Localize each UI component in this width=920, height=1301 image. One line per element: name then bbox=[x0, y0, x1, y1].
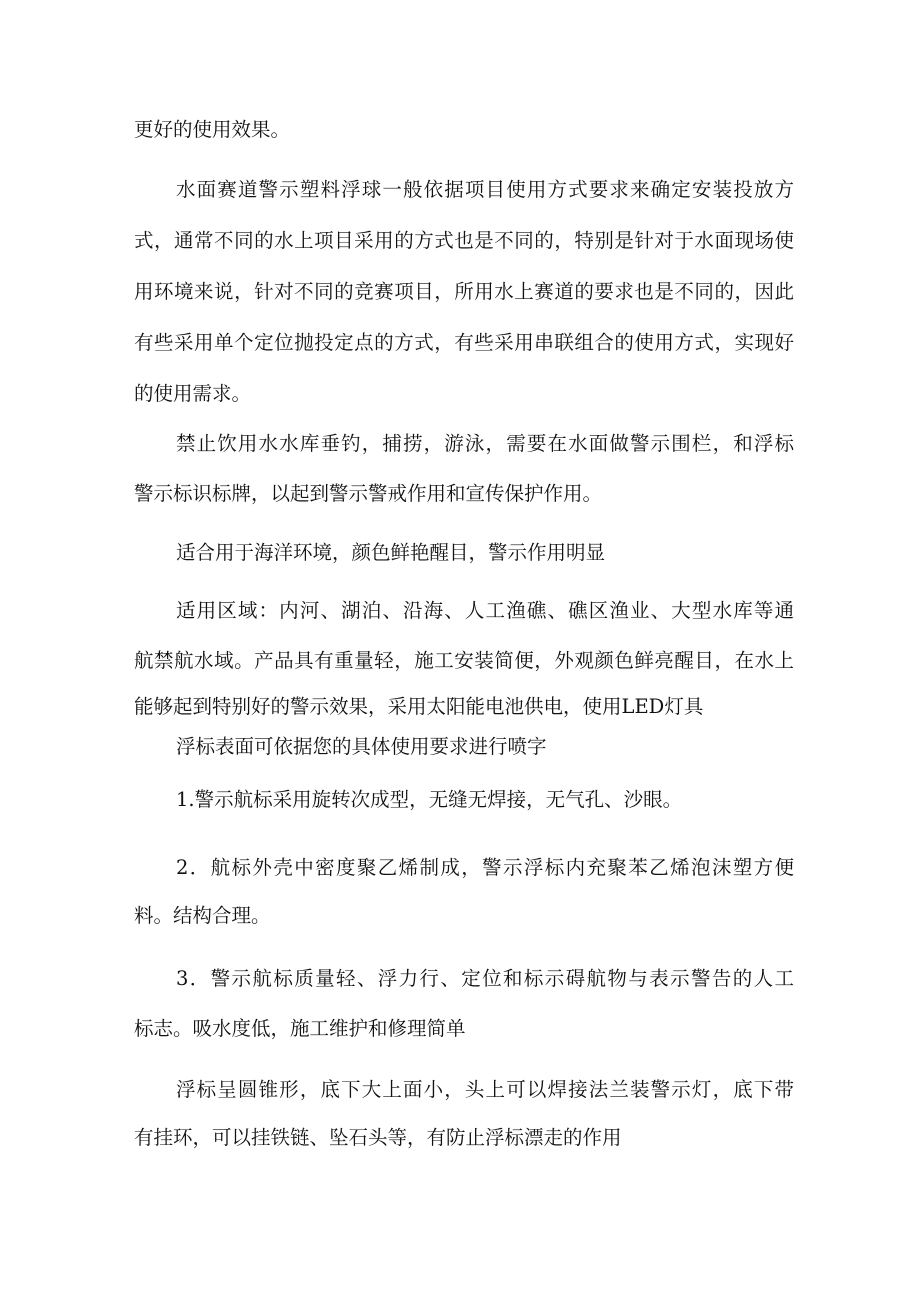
text-line: 标志。吸水度低，施工维护和修理简单 bbox=[134, 1017, 466, 1040]
text-line: 浮标呈圆锥形，底下大上面小，头上可以焊接法兰装警示灯，底下带 bbox=[176, 1078, 794, 1101]
numbered-item: 3．警示航标质量轻、浮力行、定位和标示碍航物与表示警告的人工 bbox=[176, 967, 794, 990]
text-line: 有些采用单个定位抛投定点的方式，有些采用串联组合的使用方式，实现好 bbox=[134, 331, 794, 354]
text-line: 警示标识标牌，以起到警示警戒作用和宣传保护作用。 bbox=[134, 482, 603, 505]
text-line: 浮标表面可依据您的具体使用要求进行喷字 bbox=[176, 735, 547, 758]
text-line: 用环境来说，针对不同的竞赛项目，所用水上赛道的要求也是不同的，因此 bbox=[134, 280, 794, 303]
text-line: 适用区域：内河、湖泊、沿海、人工渔礁、礁区渔业、大型水库等通 bbox=[176, 599, 794, 622]
text-line: 水面赛道警示塑料浮球一般依据项目使用方式要求来确定安装投放方 bbox=[176, 178, 794, 201]
text-line: 禁止饮用水水库垂钓，捕捞，游泳，需要在水面做警示围栏，和浮标 bbox=[176, 432, 794, 455]
text-line: 有挂环，可以挂铁链、坠石头等，有防止浮标漂走的作用 bbox=[134, 1126, 622, 1149]
text-line: 的使用需求。 bbox=[134, 382, 252, 405]
text-line: 更好的使用效果。 bbox=[134, 118, 291, 141]
numbered-item: 2．航标外壳中密度聚乙烯制成，警示浮标内充聚苯乙烯泡沫塑方便 bbox=[176, 856, 794, 879]
text-line: 料。结构合理。 bbox=[134, 904, 271, 927]
text-line: 适合用于海洋环境，颜色鲜艳醒目，警示作用明显 bbox=[176, 541, 606, 564]
text-line: 航禁航水域。产品具有重量轻，施工安装简便，外观颜色鲜亮醒目，在水上 bbox=[134, 649, 794, 672]
text-line: 能够起到特别好的警示效果，采用太阳能电池供电，使用LED灯具 bbox=[134, 695, 704, 718]
text-line: 式，通常不同的水上项目采用的方式也是不同的，特别是针对于水面现场使 bbox=[134, 229, 794, 252]
numbered-item: 1.警示航标采用旋转次成型，无缝无焊接，无气孔、沙眼。 bbox=[176, 788, 683, 811]
